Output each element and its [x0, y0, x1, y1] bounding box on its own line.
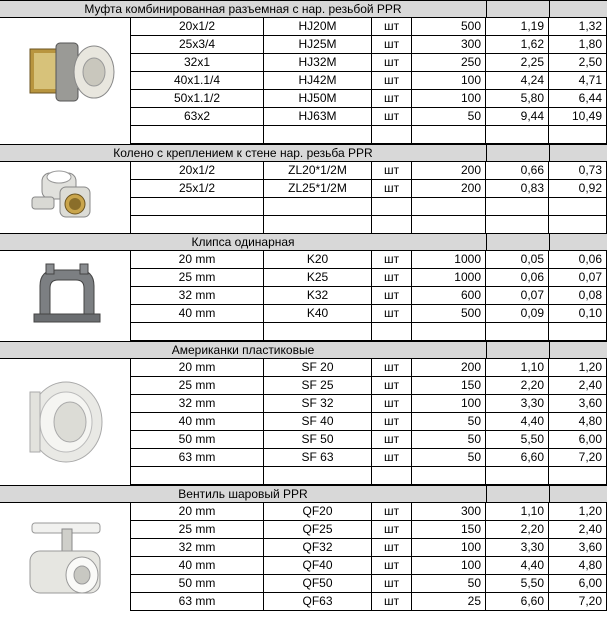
cell-size: 63x2 — [131, 108, 264, 126]
cell-article: QF50 — [264, 575, 372, 593]
header-divider — [549, 486, 550, 502]
cell-article: SF 40 — [264, 413, 372, 431]
cell-package: 100 — [412, 395, 486, 413]
cell-price-b: 2,40 — [549, 377, 607, 395]
cell-article: HJ50M — [264, 90, 372, 108]
cell-package: 100 — [412, 72, 486, 90]
cell-article: QF20 — [264, 503, 372, 521]
cell-unit: шт — [372, 539, 412, 557]
cell-size: 40 mm — [131, 305, 264, 323]
cell-price-a: 9,44 — [486, 108, 549, 126]
cell-price-a: 5,80 — [486, 90, 549, 108]
cell-price-a: 4,40 — [486, 557, 549, 575]
cell-unit: шт — [372, 521, 412, 539]
cell-package — [412, 467, 486, 485]
cell-size — [131, 198, 264, 216]
cell-article: K20 — [264, 251, 372, 269]
cell-package: 150 — [412, 377, 486, 395]
cell-price-b: 7,20 — [549, 449, 607, 467]
section-title: Колено с креплением к стене нар. резьба PPR — [113, 146, 373, 160]
cell-article: K40 — [264, 305, 372, 323]
cell-unit: шт — [372, 18, 412, 36]
cell-price-a — [486, 467, 549, 485]
cell-price-b: 0,92 — [549, 180, 607, 198]
cell-unit: шт — [372, 503, 412, 521]
cell-size: 20 mm — [131, 251, 264, 269]
cell-price-b: 3,60 — [549, 395, 607, 413]
cell-size: 25x3/4 — [131, 36, 264, 54]
cell-size: 63 mm — [131, 593, 264, 611]
cell-price-a: 4,24 — [486, 72, 549, 90]
section-title: Клипса одинарная — [191, 235, 295, 249]
cell-package: 50 — [412, 575, 486, 593]
cell-unit: шт — [372, 162, 412, 180]
cell-size: 63 mm — [131, 449, 264, 467]
cell-unit — [372, 323, 412, 341]
cell-article: K32 — [264, 287, 372, 305]
cell-size — [131, 467, 264, 485]
cell-article: SF 20 — [264, 359, 372, 377]
cell-price-b — [549, 216, 607, 234]
cell-price-b: 0,08 — [549, 287, 607, 305]
cell-article: QF63 — [264, 593, 372, 611]
cell-article: SF 25 — [264, 377, 372, 395]
cell-size: 20x1/2 — [131, 18, 264, 36]
header-divider — [486, 145, 487, 161]
product-image — [0, 18, 131, 144]
cell-size: 25 mm — [131, 377, 264, 395]
cell-article — [264, 126, 372, 144]
cell-package — [412, 198, 486, 216]
cell-unit: шт — [372, 36, 412, 54]
cell-unit: шт — [372, 431, 412, 449]
cell-price-a: 3,30 — [486, 395, 549, 413]
cell-size: 25 mm — [131, 269, 264, 287]
cell-package: 300 — [412, 36, 486, 54]
cell-unit: шт — [372, 359, 412, 377]
cell-package: 100 — [412, 539, 486, 557]
cell-price-b: 0,10 — [549, 305, 607, 323]
cell-price-a — [486, 126, 549, 144]
cell-price-a: 0,83 — [486, 180, 549, 198]
cell-size: 25 mm — [131, 521, 264, 539]
cell-article: SF 50 — [264, 431, 372, 449]
cell-unit: шт — [372, 575, 412, 593]
cell-package: 200 — [412, 180, 486, 198]
cell-size: 20x1/2 — [131, 162, 264, 180]
cell-price-b — [549, 126, 607, 144]
cell-article: SF 63 — [264, 449, 372, 467]
cell-price-b: 2,40 — [549, 521, 607, 539]
cell-article: HJ42M — [264, 72, 372, 90]
cell-price-a: 2,20 — [486, 521, 549, 539]
cell-unit: шт — [372, 377, 412, 395]
cell-price-b: 4,80 — [549, 557, 607, 575]
product-image — [0, 359, 131, 485]
cell-article: ZL20*1/2M — [264, 162, 372, 180]
cell-article — [264, 198, 372, 216]
section-header — [0, 341, 607, 359]
section-header — [0, 0, 607, 18]
cell-unit: шт — [372, 54, 412, 72]
cell-unit: шт — [372, 180, 412, 198]
cell-price-a — [486, 216, 549, 234]
cell-size: 32 mm — [131, 539, 264, 557]
cell-size: 32x1 — [131, 54, 264, 72]
product-image — [0, 503, 131, 611]
cell-price-a: 0,06 — [486, 269, 549, 287]
cell-unit — [372, 216, 412, 234]
cell-price-a: 0,05 — [486, 251, 549, 269]
cell-unit — [372, 467, 412, 485]
cell-article — [264, 216, 372, 234]
cell-unit: шт — [372, 72, 412, 90]
cell-size: 50 mm — [131, 575, 264, 593]
cell-price-a: 1,19 — [486, 18, 549, 36]
product-image — [0, 251, 131, 341]
cell-size: 40 mm — [131, 557, 264, 575]
cell-price-b: 6,44 — [549, 90, 607, 108]
cell-price-a: 5,50 — [486, 575, 549, 593]
cell-package: 50 — [412, 431, 486, 449]
cell-size: 40 mm — [131, 413, 264, 431]
cell-price-b: 2,50 — [549, 54, 607, 72]
product-image — [0, 162, 131, 234]
header-divider — [549, 1, 550, 17]
cell-price-a: 0,09 — [486, 305, 549, 323]
cell-price-b — [549, 198, 607, 216]
cell-price-a: 1,10 — [486, 503, 549, 521]
cell-unit: шт — [372, 593, 412, 611]
header-divider — [549, 234, 550, 250]
cell-size: 25x1/2 — [131, 180, 264, 198]
cell-unit: шт — [372, 90, 412, 108]
cell-package: 150 — [412, 521, 486, 539]
cell-unit: шт — [372, 449, 412, 467]
cell-unit: шт — [372, 395, 412, 413]
cell-price-b: 4,71 — [549, 72, 607, 90]
cell-article: ZL25*1/2M — [264, 180, 372, 198]
section-header — [0, 233, 607, 251]
cell-price-b — [549, 467, 607, 485]
cell-article: HJ32M — [264, 54, 372, 72]
cell-unit: шт — [372, 413, 412, 431]
cell-package: 300 — [412, 503, 486, 521]
cell-price-b: 1,80 — [549, 36, 607, 54]
cell-price-b — [549, 323, 607, 341]
cell-package: 500 — [412, 18, 486, 36]
header-divider — [549, 342, 550, 358]
cell-package: 50 — [412, 108, 486, 126]
cell-price-a: 6,60 — [486, 449, 549, 467]
cell-package: 25 — [412, 593, 486, 611]
cell-article: HJ63M — [264, 108, 372, 126]
cell-price-a: 1,62 — [486, 36, 549, 54]
cell-size: 32 mm — [131, 287, 264, 305]
cell-package: 100 — [412, 90, 486, 108]
cell-package: 50 — [412, 449, 486, 467]
header-divider — [486, 342, 487, 358]
cell-package: 200 — [412, 162, 486, 180]
cell-package: 1000 — [412, 251, 486, 269]
header-divider — [486, 1, 487, 17]
cell-article — [264, 467, 372, 485]
cell-price-b: 1,32 — [549, 18, 607, 36]
cell-package: 50 — [412, 413, 486, 431]
cell-article: QF25 — [264, 521, 372, 539]
cell-unit — [372, 198, 412, 216]
cell-unit: шт — [372, 287, 412, 305]
cell-price-b: 4,80 — [549, 413, 607, 431]
cell-size: 20 mm — [131, 503, 264, 521]
cell-package: 600 — [412, 287, 486, 305]
header-divider — [486, 234, 487, 250]
header-divider — [486, 486, 487, 502]
cell-size — [131, 126, 264, 144]
cell-price-b: 0,06 — [549, 251, 607, 269]
cell-price-a: 4,40 — [486, 413, 549, 431]
cell-price-a: 0,66 — [486, 162, 549, 180]
cell-price-b: 6,00 — [549, 431, 607, 449]
section-title: Вентиль шаровый PPR — [178, 487, 308, 501]
cell-size — [131, 216, 264, 234]
cell-size: 50 mm — [131, 431, 264, 449]
header-divider — [549, 145, 550, 161]
cell-article: QF40 — [264, 557, 372, 575]
cell-unit: шт — [372, 557, 412, 575]
cell-price-b: 3,60 — [549, 539, 607, 557]
cell-price-a: 6,60 — [486, 593, 549, 611]
cell-package: 500 — [412, 305, 486, 323]
cell-unit: шт — [372, 305, 412, 323]
cell-article: SF 32 — [264, 395, 372, 413]
cell-unit: шт — [372, 251, 412, 269]
cell-article: HJ25M — [264, 36, 372, 54]
cell-price-b: 1,20 — [549, 359, 607, 377]
section-header — [0, 144, 607, 162]
cell-package — [412, 216, 486, 234]
cell-price-a — [486, 323, 549, 341]
cell-article — [264, 323, 372, 341]
cell-price-a: 2,20 — [486, 377, 549, 395]
cell-article: HJ20M — [264, 18, 372, 36]
cell-price-b: 0,07 — [549, 269, 607, 287]
cell-size: 20 mm — [131, 359, 264, 377]
cell-price-b: 1,20 — [549, 503, 607, 521]
cell-size: 40x1.1/4 — [131, 72, 264, 90]
cell-price-a: 1,10 — [486, 359, 549, 377]
cell-price-a: 3,30 — [486, 539, 549, 557]
cell-price-b: 10,49 — [549, 108, 607, 126]
cell-size: 50x1.1/2 — [131, 90, 264, 108]
cell-price-a — [486, 198, 549, 216]
cell-package: 250 — [412, 54, 486, 72]
cell-price-a: 5,50 — [486, 431, 549, 449]
cell-price-b: 6,00 — [549, 575, 607, 593]
cell-price-b: 0,73 — [549, 162, 607, 180]
cell-unit: шт — [372, 269, 412, 287]
cell-unit — [372, 126, 412, 144]
cell-article: K25 — [264, 269, 372, 287]
cell-package: 200 — [412, 359, 486, 377]
section-title: Американки пластиковые — [171, 343, 315, 357]
cell-package: 1000 — [412, 269, 486, 287]
cell-package: 100 — [412, 557, 486, 575]
cell-size: 32 mm — [131, 395, 264, 413]
cell-unit: шт — [372, 108, 412, 126]
section-header — [0, 485, 607, 503]
cell-package — [412, 126, 486, 144]
cell-article: QF32 — [264, 539, 372, 557]
cell-price-b: 7,20 — [549, 593, 607, 611]
cell-size — [131, 323, 264, 341]
section-title: Муфта комбинированная разъемная с нар. резьбой PPR — [84, 2, 402, 16]
cell-price-a: 0,07 — [486, 287, 549, 305]
cell-package — [412, 323, 486, 341]
cell-price-a: 2,25 — [486, 54, 549, 72]
